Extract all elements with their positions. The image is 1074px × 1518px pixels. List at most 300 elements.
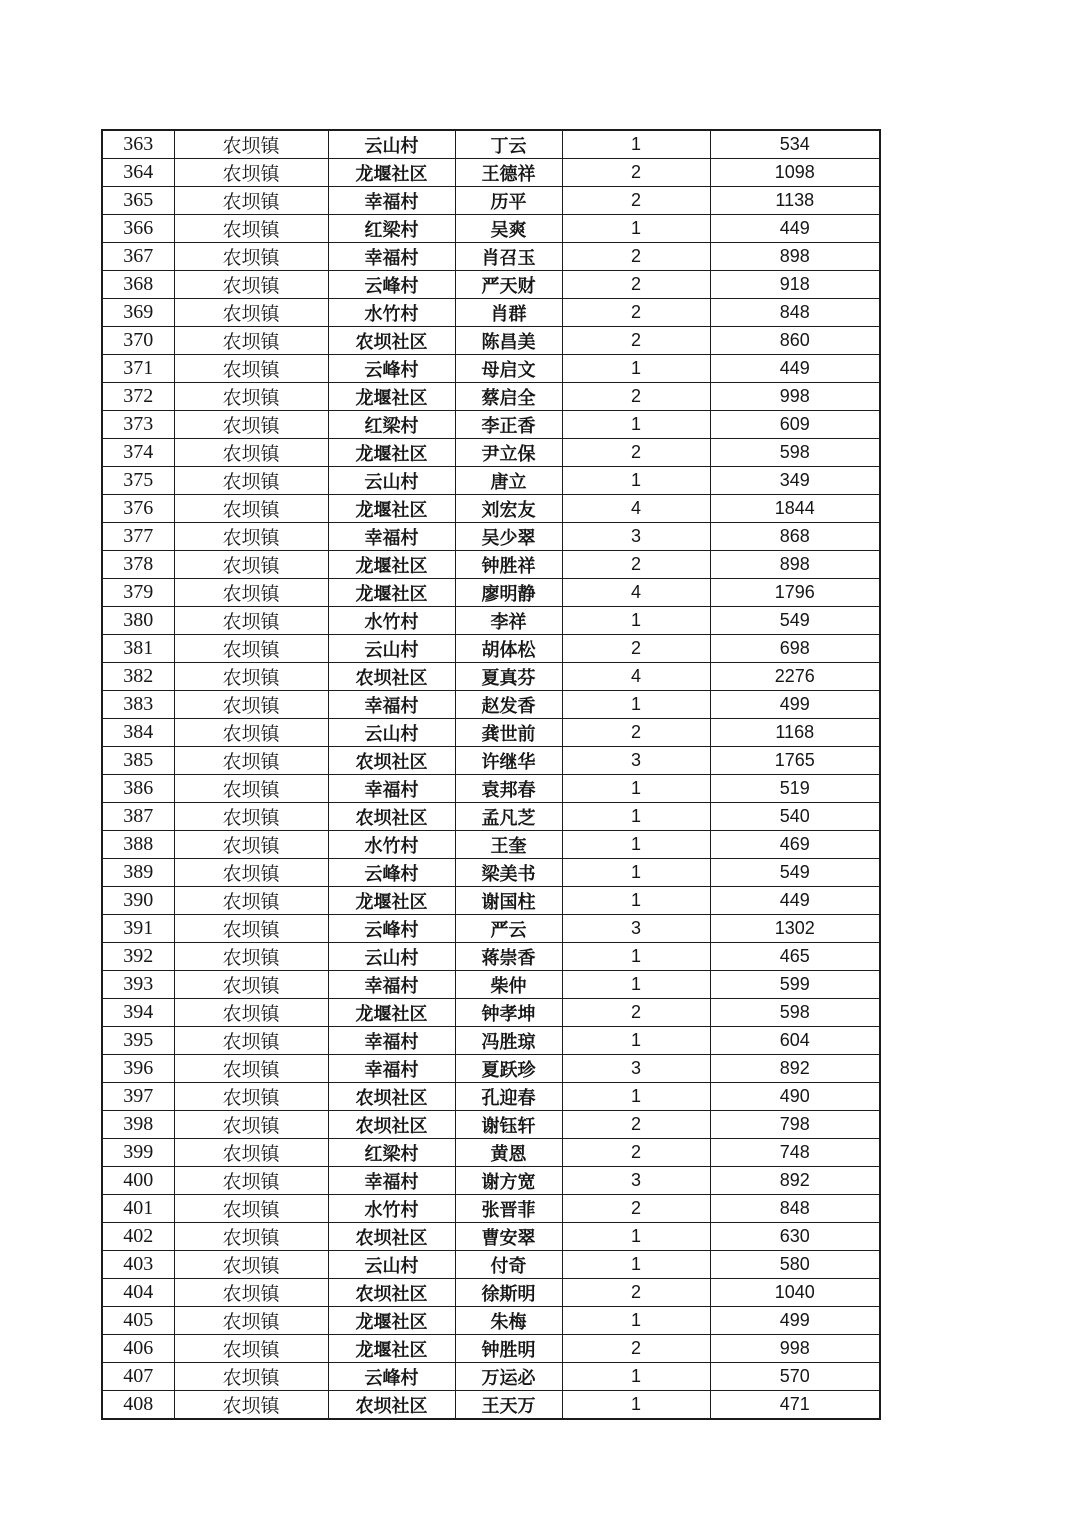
cell-town: 农坝镇 (174, 887, 328, 915)
cell-amount: 892 (710, 1055, 880, 1083)
cell-name: 谢钰轩 (455, 1111, 562, 1139)
cell-name: 丁云 (455, 130, 562, 159)
table-row (102, 299, 880, 327)
table-row (102, 467, 880, 495)
cell-town: 农坝镇 (174, 971, 328, 999)
cell-village: 龙堰社区 (328, 579, 455, 607)
table-row (102, 495, 880, 523)
cell-count: 1 (562, 775, 710, 803)
cell-village: 云峰村 (328, 915, 455, 943)
cell-amount: 598 (710, 999, 880, 1027)
cell-town: 农坝镇 (174, 1027, 328, 1055)
cell-row_no: 380 (102, 607, 174, 635)
cell-count: 3 (562, 747, 710, 775)
cell-amount: 798 (710, 1111, 880, 1139)
cell-row_no: 376 (102, 495, 174, 523)
cell-town: 农坝镇 (174, 551, 328, 579)
cell-row_no: 390 (102, 887, 174, 915)
cell-name: 钟孝坤 (455, 999, 562, 1027)
cell-name: 尹立保 (455, 439, 562, 467)
cell-town: 农坝镇 (174, 943, 328, 971)
cell-town: 农坝镇 (174, 467, 328, 495)
cell-row_no: 382 (102, 663, 174, 691)
table-row (102, 831, 880, 859)
cell-amount: 549 (710, 607, 880, 635)
cell-row_no: 392 (102, 943, 174, 971)
cell-village: 幸福村 (328, 523, 455, 551)
cell-name: 吴爽 (455, 215, 562, 243)
table-row (102, 663, 880, 691)
cell-name: 冯胜琼 (455, 1027, 562, 1055)
table-row (102, 1223, 880, 1251)
cell-count: 1 (562, 411, 710, 439)
cell-name: 严天财 (455, 271, 562, 299)
cell-amount: 698 (710, 635, 880, 663)
cell-amount: 1765 (710, 747, 880, 775)
cell-village: 云山村 (328, 1251, 455, 1279)
cell-row_no: 377 (102, 523, 174, 551)
cell-amount: 580 (710, 1251, 880, 1279)
cell-amount: 748 (710, 1139, 880, 1167)
cell-count: 1 (562, 355, 710, 383)
cell-village: 幸福村 (328, 775, 455, 803)
cell-name: 付奇 (455, 1251, 562, 1279)
cell-village: 农坝社区 (328, 1279, 455, 1307)
cell-town: 农坝镇 (174, 635, 328, 663)
cell-row_no: 369 (102, 299, 174, 327)
cell-row_no: 404 (102, 1279, 174, 1307)
cell-count: 2 (562, 271, 710, 299)
cell-name: 母启文 (455, 355, 562, 383)
table-row (102, 635, 880, 663)
cell-town: 农坝镇 (174, 1167, 328, 1195)
cell-count: 1 (562, 971, 710, 999)
cell-count: 2 (562, 999, 710, 1027)
cell-town: 农坝镇 (174, 1083, 328, 1111)
cell-amount: 449 (710, 887, 880, 915)
cell-village: 云山村 (328, 130, 455, 159)
cell-amount: 598 (710, 439, 880, 467)
cell-town: 农坝镇 (174, 775, 328, 803)
cell-row_no: 396 (102, 1055, 174, 1083)
cell-name: 孔迎春 (455, 1083, 562, 1111)
table-row (102, 355, 880, 383)
cell-name: 袁邦春 (455, 775, 562, 803)
cell-village: 龙堰社区 (328, 551, 455, 579)
cell-count: 1 (562, 1391, 710, 1420)
cell-count: 3 (562, 915, 710, 943)
cell-name: 肖群 (455, 299, 562, 327)
cell-village: 云峰村 (328, 355, 455, 383)
cell-amount: 604 (710, 1027, 880, 1055)
cell-town: 农坝镇 (174, 1195, 328, 1223)
cell-name: 唐立 (455, 467, 562, 495)
cell-town: 农坝镇 (174, 159, 328, 187)
cell-village: 龙堰社区 (328, 383, 455, 411)
cell-row_no: 395 (102, 1027, 174, 1055)
table-row (102, 523, 880, 551)
cell-count: 2 (562, 439, 710, 467)
cell-count: 1 (562, 1223, 710, 1251)
cell-town: 农坝镇 (174, 1055, 328, 1083)
cell-village: 农坝社区 (328, 1083, 455, 1111)
table-row (102, 1335, 880, 1363)
cell-village: 龙堰社区 (328, 1335, 455, 1363)
cell-town: 农坝镇 (174, 271, 328, 299)
cell-row_no: 397 (102, 1083, 174, 1111)
cell-town: 农坝镇 (174, 859, 328, 887)
cell-amount: 918 (710, 271, 880, 299)
cell-amount: 898 (710, 551, 880, 579)
cell-amount: 1138 (710, 187, 880, 215)
table-row (102, 887, 880, 915)
cell-count: 2 (562, 159, 710, 187)
cell-name: 王天万 (455, 1391, 562, 1420)
cell-village: 农坝社区 (328, 327, 455, 355)
cell-village: 幸福村 (328, 243, 455, 271)
cell-amount: 1302 (710, 915, 880, 943)
cell-count: 2 (562, 187, 710, 215)
cell-row_no: 364 (102, 159, 174, 187)
cell-name: 徐斯明 (455, 1279, 562, 1307)
cell-village: 龙堰社区 (328, 999, 455, 1027)
cell-count: 3 (562, 1167, 710, 1195)
cell-village: 水竹村 (328, 831, 455, 859)
cell-village: 云峰村 (328, 1363, 455, 1391)
cell-name: 曹安翠 (455, 1223, 562, 1251)
cell-amount: 868 (710, 523, 880, 551)
cell-village: 农坝社区 (328, 663, 455, 691)
table-row (102, 1083, 880, 1111)
cell-name: 廖明静 (455, 579, 562, 607)
cell-village: 幸福村 (328, 691, 455, 719)
table-row (102, 1167, 880, 1195)
table-row (102, 187, 880, 215)
cell-town: 农坝镇 (174, 1363, 328, 1391)
cell-row_no: 388 (102, 831, 174, 859)
cell-count: 2 (562, 299, 710, 327)
cell-count: 1 (562, 831, 710, 859)
cell-amount: 860 (710, 327, 880, 355)
table-row (102, 1111, 880, 1139)
cell-town: 农坝镇 (174, 1391, 328, 1420)
cell-village: 云山村 (328, 467, 455, 495)
cell-village: 云山村 (328, 719, 455, 747)
cell-village: 龙堰社区 (328, 1307, 455, 1335)
table-row (102, 551, 880, 579)
cell-row_no: 391 (102, 915, 174, 943)
cell-village: 云山村 (328, 943, 455, 971)
table-row (102, 243, 880, 271)
cell-town: 农坝镇 (174, 663, 328, 691)
cell-row_no: 393 (102, 971, 174, 999)
cell-row_no: 389 (102, 859, 174, 887)
cell-village: 农坝社区 (328, 747, 455, 775)
cell-name: 赵发香 (455, 691, 562, 719)
cell-row_no: 371 (102, 355, 174, 383)
cell-village: 农坝社区 (328, 803, 455, 831)
cell-village: 云山村 (328, 635, 455, 663)
cell-town: 农坝镇 (174, 299, 328, 327)
cell-row_no: 383 (102, 691, 174, 719)
cell-amount: 1168 (710, 719, 880, 747)
cell-town: 农坝镇 (174, 579, 328, 607)
cell-row_no: 386 (102, 775, 174, 803)
cell-count: 2 (562, 635, 710, 663)
cell-row_no: 387 (102, 803, 174, 831)
table-row (102, 1195, 880, 1223)
cell-amount: 499 (710, 1307, 880, 1335)
cell-name: 蒋崇香 (455, 943, 562, 971)
cell-town: 农坝镇 (174, 915, 328, 943)
cell-village: 幸福村 (328, 187, 455, 215)
cell-town: 农坝镇 (174, 439, 328, 467)
cell-count: 1 (562, 1027, 710, 1055)
cell-town: 农坝镇 (174, 719, 328, 747)
cell-town: 农坝镇 (174, 327, 328, 355)
cell-count: 1 (562, 607, 710, 635)
cell-amount: 2276 (710, 663, 880, 691)
cell-count: 2 (562, 1111, 710, 1139)
table-row (102, 159, 880, 187)
cell-village: 水竹村 (328, 299, 455, 327)
cell-name: 刘宏友 (455, 495, 562, 523)
cell-row_no: 372 (102, 383, 174, 411)
cell-town: 农坝镇 (174, 411, 328, 439)
cell-amount: 998 (710, 383, 880, 411)
cell-village: 龙堰社区 (328, 439, 455, 467)
cell-count: 2 (562, 243, 710, 271)
cell-count: 2 (562, 1195, 710, 1223)
cell-village: 龙堰社区 (328, 159, 455, 187)
cell-name: 柴仲 (455, 971, 562, 999)
cell-town: 农坝镇 (174, 831, 328, 859)
cell-row_no: 366 (102, 215, 174, 243)
table-row (102, 719, 880, 747)
cell-count: 4 (562, 579, 710, 607)
cell-amount: 449 (710, 355, 880, 383)
cell-amount: 609 (710, 411, 880, 439)
cell-village: 龙堰社区 (328, 495, 455, 523)
cell-row_no: 374 (102, 439, 174, 467)
cell-amount: 898 (710, 243, 880, 271)
cell-row_no: 400 (102, 1167, 174, 1195)
table-row (102, 1307, 880, 1335)
cell-row_no: 370 (102, 327, 174, 355)
table-body (102, 130, 880, 1419)
cell-village: 云峰村 (328, 859, 455, 887)
table-row (102, 859, 880, 887)
cell-name: 吴少翠 (455, 523, 562, 551)
cell-amount: 499 (710, 691, 880, 719)
cell-name: 蔡启全 (455, 383, 562, 411)
cell-name: 朱梅 (455, 1307, 562, 1335)
cell-count: 1 (562, 130, 710, 159)
cell-count: 1 (562, 887, 710, 915)
cell-amount: 599 (710, 971, 880, 999)
cell-name: 陈昌美 (455, 327, 562, 355)
cell-count: 1 (562, 1083, 710, 1111)
table-row (102, 1279, 880, 1307)
cell-row_no: 379 (102, 579, 174, 607)
cell-village: 农坝社区 (328, 1111, 455, 1139)
cell-row_no: 365 (102, 187, 174, 215)
cell-amount: 534 (710, 130, 880, 159)
cell-name: 万运必 (455, 1363, 562, 1391)
table-row (102, 1139, 880, 1167)
cell-row_no: 384 (102, 719, 174, 747)
cell-village: 红梁村 (328, 1139, 455, 1167)
table-row (102, 383, 880, 411)
cell-town: 农坝镇 (174, 1111, 328, 1139)
cell-count: 1 (562, 859, 710, 887)
table-row (102, 915, 880, 943)
table-row (102, 411, 880, 439)
cell-village: 幸福村 (328, 1055, 455, 1083)
cell-village: 水竹村 (328, 1195, 455, 1223)
table-row (102, 439, 880, 467)
cell-amount: 1796 (710, 579, 880, 607)
cell-town: 农坝镇 (174, 215, 328, 243)
cell-village: 农坝社区 (328, 1391, 455, 1420)
table-row (102, 943, 880, 971)
cell-village: 水竹村 (328, 607, 455, 635)
cell-count: 2 (562, 1335, 710, 1363)
cell-row_no: 405 (102, 1307, 174, 1335)
table-row (102, 999, 880, 1027)
cell-town: 农坝镇 (174, 1307, 328, 1335)
table-row (102, 1055, 880, 1083)
cell-name: 许继华 (455, 747, 562, 775)
cell-row_no: 394 (102, 999, 174, 1027)
cell-count: 1 (562, 215, 710, 243)
cell-count: 2 (562, 383, 710, 411)
cell-name: 李祥 (455, 607, 562, 635)
cell-row_no: 401 (102, 1195, 174, 1223)
cell-amount: 490 (710, 1083, 880, 1111)
cell-amount: 630 (710, 1223, 880, 1251)
cell-amount: 998 (710, 1335, 880, 1363)
table-row (102, 971, 880, 999)
cell-amount: 469 (710, 831, 880, 859)
cell-name: 钟胜明 (455, 1335, 562, 1363)
cell-name: 肖召玉 (455, 243, 562, 271)
cell-count: 3 (562, 1055, 710, 1083)
cell-amount: 1040 (710, 1279, 880, 1307)
table-row (102, 1363, 880, 1391)
cell-amount: 1844 (710, 495, 880, 523)
cell-count: 1 (562, 691, 710, 719)
cell-count: 1 (562, 803, 710, 831)
cell-count: 3 (562, 523, 710, 551)
cell-count: 2 (562, 1139, 710, 1167)
cell-amount: 519 (710, 775, 880, 803)
cell-village: 红梁村 (328, 411, 455, 439)
cell-amount: 892 (710, 1167, 880, 1195)
cell-row_no: 381 (102, 635, 174, 663)
table-row (102, 607, 880, 635)
cell-count: 4 (562, 663, 710, 691)
cell-name: 孟凡芝 (455, 803, 562, 831)
cell-name: 王德祥 (455, 159, 562, 187)
cell-row_no: 378 (102, 551, 174, 579)
cell-amount: 449 (710, 215, 880, 243)
cell-name: 钟胜祥 (455, 551, 562, 579)
table-row (102, 271, 880, 299)
cell-town: 农坝镇 (174, 1139, 328, 1167)
cell-name: 谢国柱 (455, 887, 562, 915)
cell-town: 农坝镇 (174, 999, 328, 1027)
table-row (102, 775, 880, 803)
cell-row_no: 402 (102, 1223, 174, 1251)
cell-row_no: 363 (102, 130, 174, 159)
cell-amount: 349 (710, 467, 880, 495)
table-row (102, 691, 880, 719)
cell-row_no: 408 (102, 1391, 174, 1420)
cell-count: 1 (562, 1307, 710, 1335)
cell-count: 1 (562, 1363, 710, 1391)
cell-town: 农坝镇 (174, 803, 328, 831)
cell-name: 黄恩 (455, 1139, 562, 1167)
table-row (102, 803, 880, 831)
cell-town: 农坝镇 (174, 523, 328, 551)
cell-name: 张晋菲 (455, 1195, 562, 1223)
cell-row_no: 403 (102, 1251, 174, 1279)
cell-amount: 540 (710, 803, 880, 831)
records-table (101, 129, 881, 1420)
cell-amount: 848 (710, 299, 880, 327)
cell-row_no: 406 (102, 1335, 174, 1363)
cell-name: 夏跃珍 (455, 1055, 562, 1083)
cell-count: 1 (562, 943, 710, 971)
cell-count: 1 (562, 467, 710, 495)
cell-row_no: 373 (102, 411, 174, 439)
cell-amount: 549 (710, 859, 880, 887)
cell-town: 农坝镇 (174, 607, 328, 635)
cell-amount: 465 (710, 943, 880, 971)
cell-name: 胡体松 (455, 635, 562, 663)
cell-count: 2 (562, 1279, 710, 1307)
cell-village: 龙堰社区 (328, 887, 455, 915)
cell-name: 王奎 (455, 831, 562, 859)
cell-count: 1 (562, 1251, 710, 1279)
cell-row_no: 407 (102, 1363, 174, 1391)
cell-amount: 471 (710, 1391, 880, 1420)
cell-row_no: 385 (102, 747, 174, 775)
cell-town: 农坝镇 (174, 1223, 328, 1251)
cell-town: 农坝镇 (174, 243, 328, 271)
cell-count: 2 (562, 719, 710, 747)
cell-count: 4 (562, 495, 710, 523)
table-row (102, 1027, 880, 1055)
cell-town: 农坝镇 (174, 383, 328, 411)
cell-village: 幸福村 (328, 1167, 455, 1195)
table-row (102, 1251, 880, 1279)
cell-town: 农坝镇 (174, 495, 328, 523)
table-row (102, 1391, 880, 1420)
cell-town: 农坝镇 (174, 355, 328, 383)
table-row (102, 215, 880, 243)
cell-name: 龚世前 (455, 719, 562, 747)
cell-name: 梁美书 (455, 859, 562, 887)
cell-town: 农坝镇 (174, 130, 328, 159)
cell-village: 幸福村 (328, 971, 455, 999)
cell-village: 幸福村 (328, 1027, 455, 1055)
cell-row_no: 375 (102, 467, 174, 495)
cell-town: 农坝镇 (174, 1279, 328, 1307)
cell-village: 农坝社区 (328, 1223, 455, 1251)
cell-row_no: 367 (102, 243, 174, 271)
